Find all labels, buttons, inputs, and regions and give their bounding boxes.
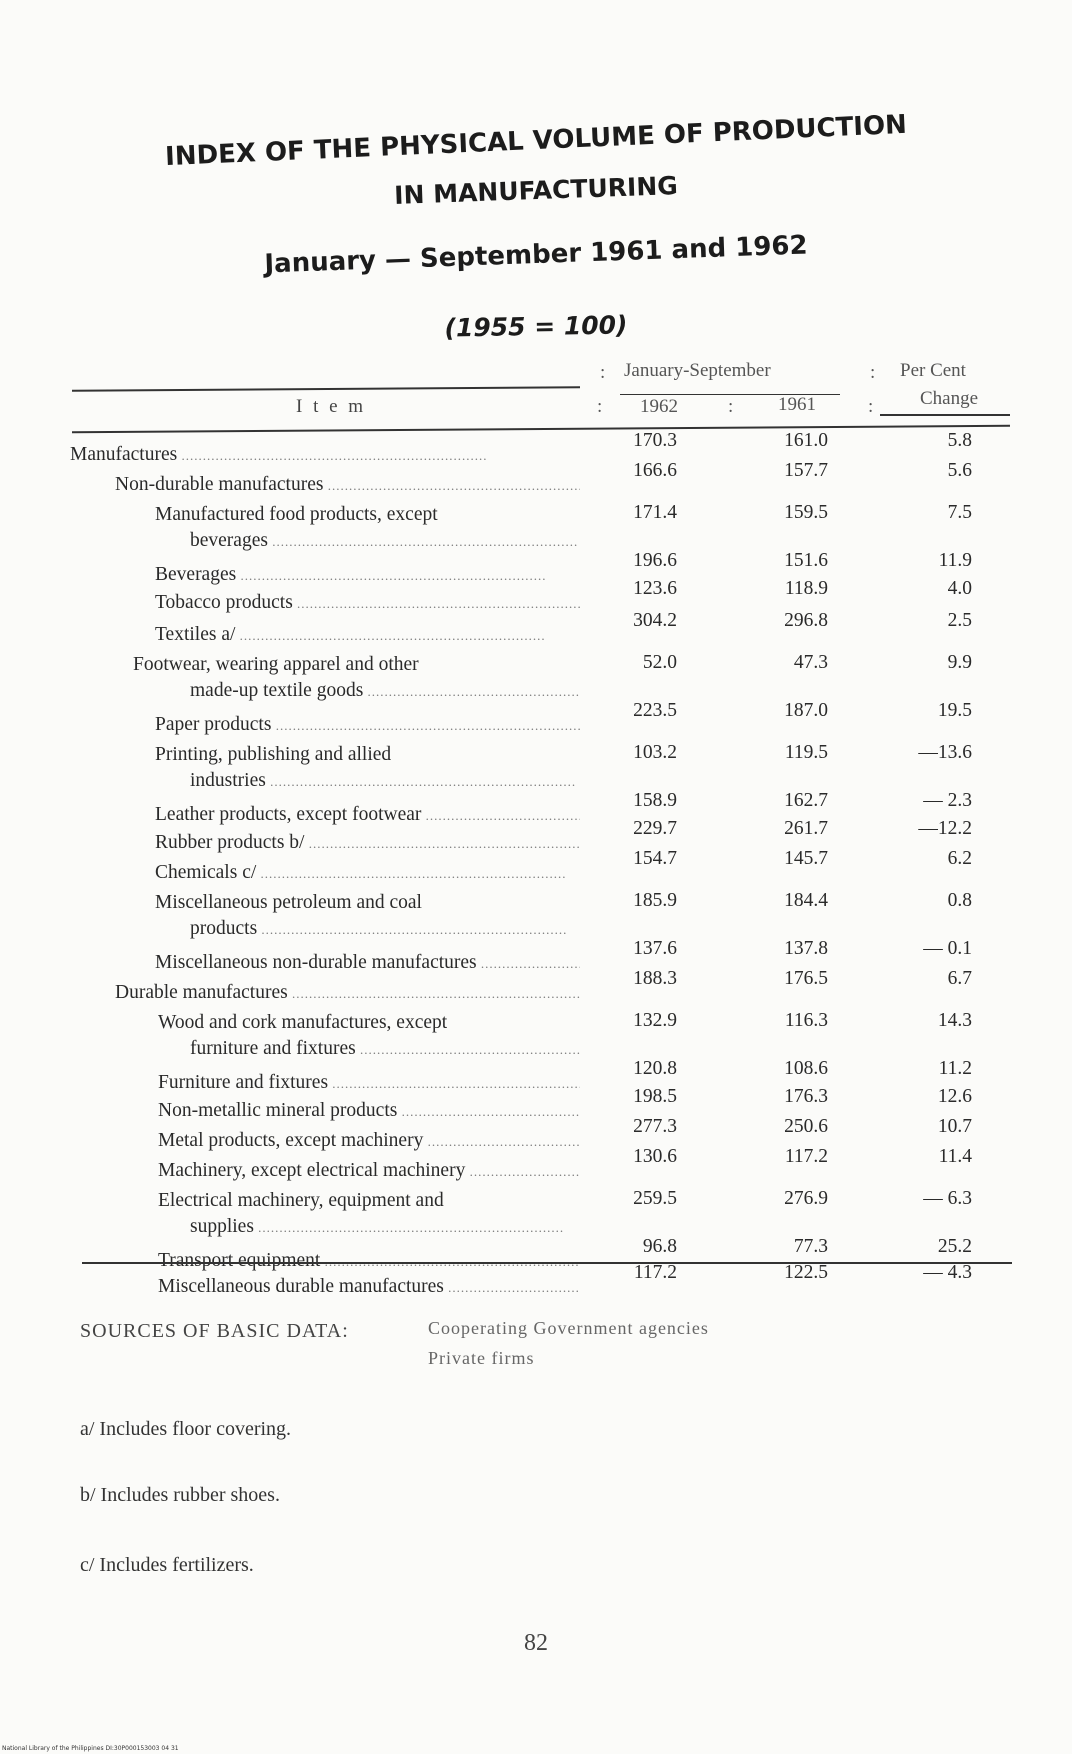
value-1961: 145.7 [784,848,828,869]
row-label: Furniture and fixtures ..... [158,1072,580,1094]
value-pct-change: — 6.3 [923,1188,972,1209]
value-1961: 47.3 [793,652,828,673]
value-1961: 137.8 [784,938,828,959]
value-pct-change: 10.7 [937,1116,972,1137]
value-pct-change: 6.7 [947,968,972,989]
col-1961-header: 1961 [778,394,816,415]
value-1962: 130.6 [633,1146,677,1167]
row-label: Miscellaneous durable manufactures ..... [158,1276,580,1298]
value-1961: 176.5 [784,968,828,989]
value-1962: 117.2 [633,1262,677,1283]
value-pct-change: 11.2 [938,1058,972,1079]
header-bottom-rule [72,425,1010,434]
library-credit: National Library of the Philippines DI:30P000153003 04 31 [2,1745,179,1752]
value-1961: 77.3 [793,1236,828,1257]
value-1962: 196.6 [633,550,677,571]
period-subtitle: January — September 1961 and 1962 [263,230,809,280]
value-1962: 154.7 [633,848,677,869]
value-pct-change: 11.4 [938,1146,972,1167]
col-change-header-1: Per Cent [900,360,966,381]
row-label: Manufactures ..... [70,444,487,466]
change-rule [880,414,1010,416]
row-label: Electrical machinery, equipment and [158,1190,444,1211]
row-label: Chemicals c/ ..... [155,862,567,884]
value-1961: 117.2 [784,1146,828,1167]
value-pct-change: 5.8 [947,430,972,451]
row-label: Wood and cork manufactures, except [158,1012,448,1033]
value-pct-change: —12.2 [918,818,972,839]
row-label: Tobacco products ..... [155,592,580,614]
row-label: Miscellaneous petroleum and coal [155,892,422,913]
value-1961: 250.6 [784,1116,828,1137]
value-pct-change: — 4.3 [923,1262,972,1283]
value-1961: 162.7 [784,790,828,811]
value-1962: 223.5 [633,700,677,721]
row-label-continuation: industries ..... [190,770,576,792]
value-1961: 159.5 [784,502,828,523]
row-label: Metal products, except machinery ..... [158,1130,580,1152]
value-1962: 188.3 [633,968,677,989]
value-1962: 158.9 [633,790,677,811]
title-line-1: INDEX OF THE PHYSICAL VOLUME OF PRODUCTION [164,109,908,173]
value-1962: 259.5 [633,1188,677,1209]
row-label: Printing, publishing and allied [155,744,392,765]
row-label: Beverages ..... [155,564,546,586]
value-pct-change: 14.3 [937,1010,972,1031]
header-top-rule [72,386,580,392]
value-1962: 198.5 [633,1086,677,1107]
value-pct-change: 5.6 [947,460,972,481]
row-label: Durable manufactures ..... [115,982,580,1004]
col-change-header-2: Change [920,388,979,409]
value-pct-change: — 0.1 [923,938,972,959]
value-pct-change: 6.2 [947,848,972,869]
footnote-c: c/ Includes fertilizers. [80,1554,254,1576]
value-1961: 118.9 [784,578,828,599]
value-1962: 171.4 [633,502,677,523]
value-1961: 122.5 [784,1262,828,1283]
value-pct-change: 2.5 [947,610,972,631]
row-label-continuation: furniture and fixtures ..... [190,1038,580,1060]
value-1961: 116.3 [784,1010,828,1031]
row-label: Non-metallic mineral products ..... [158,1100,580,1122]
value-1962: 304.2 [633,610,677,631]
sources-line-1: Cooperating Government agencies [428,1318,709,1338]
value-1962: 132.9 [633,1010,677,1031]
sources-line-2: Private firms [428,1348,535,1368]
value-pct-change: 12.6 [937,1086,972,1107]
value-1962: 103.2 [633,742,677,763]
value-1962: 120.8 [633,1058,677,1079]
value-1961: 151.6 [784,550,828,571]
value-1961: 157.7 [784,460,828,481]
value-1961: 161.0 [784,430,828,451]
row-label-continuation: supplies ..... [190,1216,564,1238]
row-label: Rubber products b/ ..... [155,832,580,854]
row-label-continuation: made-up textile goods ..... [190,680,580,702]
row-label: Machinery, except electrical machinery ..... [158,1160,580,1182]
col-item-header: I t e m [296,396,367,417]
value-1962: 123.6 [633,578,677,599]
value-1961: 184.4 [784,890,828,911]
value-1962: 229.7 [633,818,677,839]
value-1961: 119.5 [784,742,828,763]
value-1961: 176.3 [784,1086,828,1107]
value-1961: 261.7 [784,818,828,839]
value-pct-change: 7.5 [947,502,972,523]
row-label: Leather products, except footwear ..... [155,804,580,826]
col-1962-header: 1962 [640,396,678,417]
footnote-a: a/ Includes floor covering. [80,1418,292,1440]
value-pct-change: 9.9 [947,652,972,673]
header-colon: : [600,362,606,383]
row-label-continuation: products ..... [190,918,567,940]
value-1962: 52.0 [642,652,677,673]
value-1962: 166.6 [633,460,677,481]
value-pct-change: 19.5 [937,700,972,721]
row-label: Miscellaneous non-durable manufactures ..... [155,952,580,974]
value-pct-change: 11.9 [938,550,972,571]
row-label-continuation: beverages ..... [190,530,578,552]
row-label: Transport equipment ..... [158,1250,580,1272]
value-1962: 137.6 [633,938,677,959]
row-label: Manufactured food products, except [155,504,438,525]
header-colon: : [597,396,603,417]
value-1962: 277.3 [633,1116,677,1137]
row-label: Paper products ..... [155,714,580,736]
value-1961: 276.9 [784,1188,828,1209]
value-pct-change: 4.0 [947,578,972,599]
header-colon: : [868,396,874,417]
header-colon: : [870,362,876,383]
col-group-header: January-September [624,360,771,381]
sources-label: SOURCES OF BASIC DATA: [80,1320,349,1342]
value-pct-change: 25.2 [937,1236,972,1257]
value-1962: 96.8 [642,1236,677,1257]
row-label: Textiles a/ ..... [155,624,546,646]
value-1962: 170.3 [633,430,677,451]
title-line-2: IN MANUFACTURING [393,171,679,210]
value-1962: 185.9 [633,890,677,911]
table-bottom-rule [82,1262,1012,1264]
header-colon: : [728,396,734,417]
base-year: (1955 = 100) [444,310,628,343]
row-label: Footwear, wearing apparel and other [133,654,419,675]
value-1961: 296.8 [784,610,828,631]
value-pct-change: —13.6 [918,742,972,763]
row-label: Non-durable manufactures ..... [115,474,580,496]
value-pct-change: — 2.3 [923,790,972,811]
footnote-b: b/ Includes rubber shoes. [80,1484,280,1506]
value-1961: 187.0 [784,700,828,721]
page-number: 82 [524,1630,548,1656]
value-1961: 108.6 [784,1058,828,1079]
value-pct-change: 0.8 [947,890,972,911]
